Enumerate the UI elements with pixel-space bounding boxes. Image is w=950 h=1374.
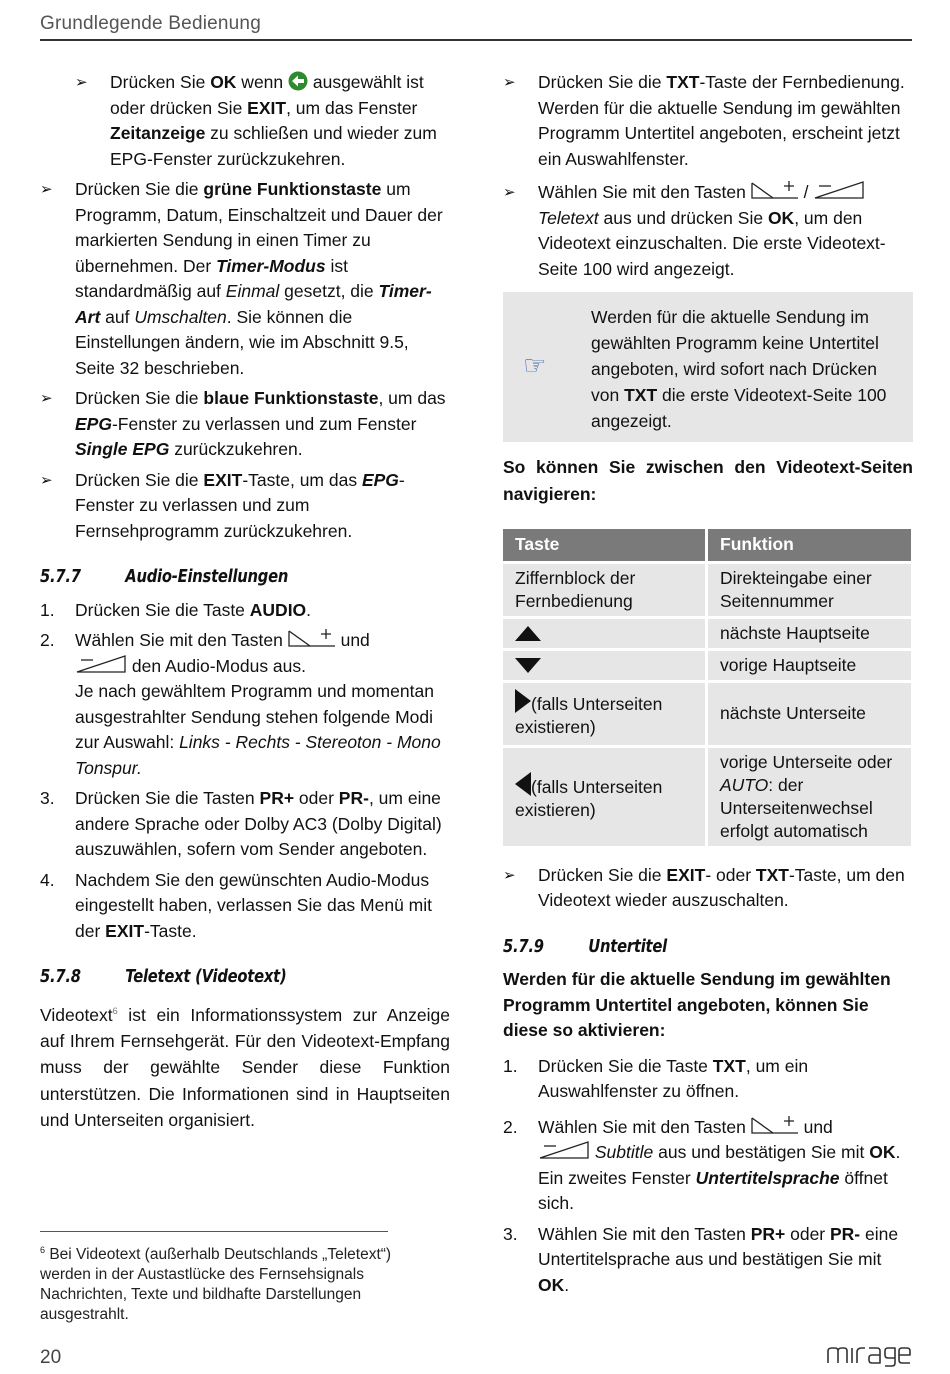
right-column bbox=[503, 70, 913, 1303]
volume-down-key-icon bbox=[75, 654, 127, 674]
volume-down-key-icon bbox=[538, 1140, 590, 1160]
table-row bbox=[503, 748, 911, 846]
list-item: ➢ Drücken Sie die blaue Funktionstaste, um das EPG-Fenster zu verlassen und zum Fenster Single EPG zurückzukehren. bbox=[40, 388, 446, 459]
section-heading: 5.7.9 Untertitel bbox=[503, 935, 667, 957]
pointing-hand-icon: ☞ bbox=[523, 350, 547, 380]
footnote-reference[interactable]: 6 bbox=[112, 1005, 118, 1016]
table-header: Funktion bbox=[708, 529, 911, 561]
arrow-bullet-icon: ➢ bbox=[40, 181, 53, 198]
arrow-down-key-icon bbox=[515, 658, 541, 673]
table-row bbox=[503, 564, 911, 616]
table-cell: Direkteingabe einer Seitennummer bbox=[708, 564, 911, 616]
page-header-title: Grundlegende Bedienung bbox=[40, 13, 261, 34]
footnote: $^6$ Bei Videotext (außerhalb Deutschlands „Teletext“) werden in der Austastlücke des Fernsehsignals Nachrichten, Texte und bildhafte Darstellungen ausgestrahlt. bbox=[40, 1245, 392, 1324]
numbered-item: 2. Wählen Sie mit den Tasten und den Audio-Modus aus. Je nach gewähltem Programm und momentan ausgestrahlter Sendung stehen folgende Modi zur Auswahl: Links - Rechts - Stereoton - Mono Tonspur. bbox=[40, 630, 441, 778]
volume-up-key-icon bbox=[288, 628, 336, 648]
table-cell: (falls Unterseiten existieren) bbox=[503, 683, 705, 745]
list-item: ➢ Drücken Sie die EXIT-Taste, um das EPG-Fenster zu verlassen und zum Fernsehprogramm zurückzukehren. bbox=[40, 469, 405, 541]
key-function-table bbox=[500, 526, 914, 849]
table-cell bbox=[503, 619, 705, 648]
subtitle-intro: Werden für die aktuelle Sendung im gewählten Programm Untertitel angeboten, können Sie diese so aktivieren: bbox=[503, 969, 891, 1040]
table-cell: Ziffernblock der Fernbedienung bbox=[503, 564, 705, 616]
numbered-item: 1. Drücken Sie die Taste AUDIO. bbox=[40, 599, 312, 620]
numbered-item: 3. Wählen Sie mit den Tasten PR+ oder PR- eine Untertitelsprache aus und bestätigen Sie mit OK. bbox=[503, 1223, 899, 1295]
header-divider bbox=[40, 39, 912, 41]
left-column bbox=[40, 70, 450, 1134]
info-note: ☞ Werden für die aktuelle Sendung im gewählten Programm keine Untertitel angeboten, wird sofort nach Drücken von TXT die erste Videotext-Seite 100 angezeigt. bbox=[503, 292, 913, 442]
navigation-heading: So können Sie zwischen den Videotext-Seiten navigieren: bbox=[503, 457, 913, 504]
mirage-logo bbox=[826, 1343, 912, 1367]
table-header-row bbox=[503, 529, 911, 561]
arrow-bullet-icon: ➢ bbox=[40, 390, 53, 407]
arrow-bullet-icon: ➢ bbox=[503, 184, 516, 201]
table-cell: vorige Hauptseite bbox=[708, 651, 911, 680]
arrow-bullet-icon: ➢ bbox=[40, 471, 53, 489]
table-header: Taste bbox=[503, 529, 705, 561]
table-cell: vorige Unterseite oder AUTO: der Unterseitenwechsel erfolgt automatisch bbox=[708, 748, 911, 846]
table-row bbox=[503, 683, 911, 745]
arrow-up-key-icon bbox=[515, 626, 541, 641]
numbered-item: 1. Drücken Sie die Taste TXT, um ein Auswahlfenster zu öffnen. bbox=[503, 1055, 809, 1101]
green-back-arrow-icon bbox=[288, 71, 308, 91]
arrow-bullet-icon: ➢ bbox=[503, 866, 516, 884]
list-item: ➢ Wählen Sie mit den Tasten / Teletext aus und drücken Sie OK, um den Videotext einzuschalten. Die erste Videotext-Seite 100 wird angezeigt. bbox=[503, 182, 886, 279]
volume-up-key-icon bbox=[751, 1115, 799, 1135]
table-row bbox=[503, 619, 911, 648]
numbered-item: 4. Nachdem Sie den gewünschten Audio-Modus eingestellt haben, verlassen Sie das Menü mit der EXIT-Taste. bbox=[40, 869, 433, 941]
table-cell: nächste Unterseite bbox=[708, 683, 911, 745]
list-item: ➢ Drücken Sie die grüne Funktionstaste um Programm, Datum, Einschaltzeit und Dauer der markierten Sendung in einen Timer zu übernehmen. Der Timer-Modus ist standardmäßig auf Einmal gesetzt, die Timer-Art auf Umschalten. Sie können die Einstellungen ändern, wie im Abschnitt 9.5, Seite 32 beschrieben. bbox=[40, 179, 443, 378]
volume-up-key-icon bbox=[751, 180, 799, 200]
numbered-item: 3. Drücken Sie die Tasten PR+ oder PR-, um eine andere Sprache oder Dolby AC3 (Dolby Digital) auszuwählen, sofern vom Sender angeboten. bbox=[40, 788, 442, 859]
list-item: ➢ Drücken Sie die EXIT- oder TXT-Taste, um den Videotext wieder auszuschalten. bbox=[503, 864, 905, 910]
arrow-right-key-icon bbox=[515, 689, 531, 713]
body-paragraph: Videotext$^6$ ist ein Informationssystem zur Anzeige auf Ihrem Fernsehgerät. Für den Videotext-Empfang muss der gewählte Sender diese Funktion unterstützen. Die Informationen sind in Hauptseiten und Unterseiten organisiert. bbox=[40, 1004, 450, 1131]
volume-down-key-icon bbox=[813, 180, 865, 200]
list-item: ➢ Drücken Sie die TXT-Taste der Fernbedienung. Werden für die aktuelle Sendung im gewählten Programm Untertitel angeboten, erscheint jetzt ein Auswahlfenster. bbox=[503, 72, 905, 169]
numbered-item: 2. Wählen Sie mit den Tasten und Subtitle aus und bestätigen Sie mit OK. Ein zweites Fenster Untertitelsprache öffnet sich. bbox=[503, 1116, 901, 1213]
arrow-left-key-icon bbox=[515, 772, 531, 796]
list-item: ➢ Drücken Sie OK wenn ausgewählt ist oder drücken Sie EXIT, um das Fenster Zeitanzeige zu schließen und wieder zum EPG-Fenster zurückzukehren. bbox=[75, 72, 437, 169]
page-number: 20 bbox=[40, 1347, 62, 1368]
arrow-bullet-icon: ➢ bbox=[503, 74, 516, 91]
table-cell bbox=[503, 651, 705, 680]
section-heading: 5.7.8 Teletext (Videotext) bbox=[40, 966, 287, 987]
table-cell: (falls Unterseiten existieren) bbox=[503, 748, 705, 846]
section-heading: 5.7.7 Audio-Einstellungen bbox=[40, 566, 289, 587]
table-row bbox=[503, 651, 911, 680]
table-cell: nächste Hauptseite bbox=[708, 619, 911, 648]
footnote-divider bbox=[40, 1231, 388, 1232]
arrow-bullet-icon: ➢ bbox=[75, 74, 88, 91]
